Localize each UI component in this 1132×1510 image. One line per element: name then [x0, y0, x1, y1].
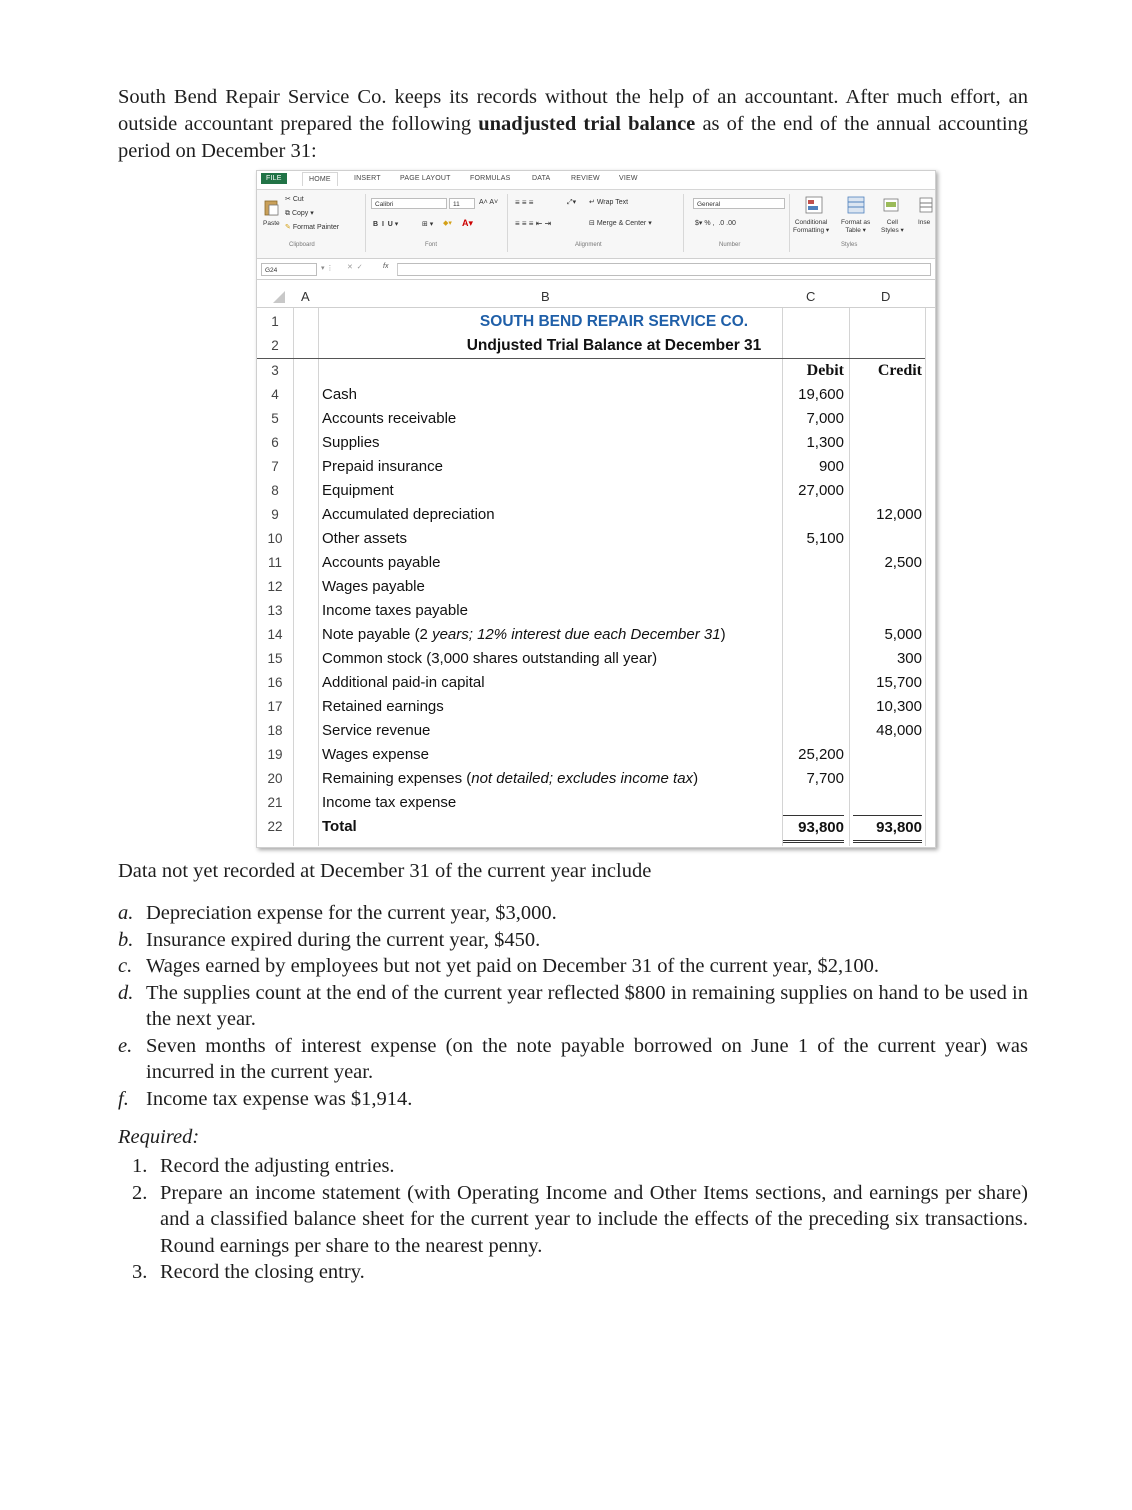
account-name — [322, 407, 456, 431]
merge-center-button[interactable]: ⊟ Merge & Center ▾ — [589, 220, 652, 227]
adjustment-item — [118, 900, 1028, 927]
column-header-b[interactable]: B — [541, 289, 550, 304]
account-row — [257, 719, 935, 743]
account-row — [257, 671, 935, 695]
account-row — [257, 767, 935, 791]
ribbon-tab-bar — [257, 171, 935, 190]
sheet-row — [257, 310, 935, 334]
ribbon-separator — [365, 194, 366, 252]
item-label: b. — [118, 928, 134, 951]
paste-icon[interactable] — [263, 198, 279, 216]
account-name — [322, 767, 698, 791]
data-intro: Data not yet recorded at December 31 of the current year include — [118, 860, 652, 882]
adjustment-items — [118, 900, 1028, 1112]
copy-icon: ⧉ — [285, 210, 290, 217]
sheet-title: SOUTH BEND REPAIR SERVICE CO. — [479, 313, 749, 330]
account-name — [322, 671, 485, 695]
brush-icon: ✎ — [285, 224, 291, 231]
formula-input[interactable] — [397, 263, 931, 276]
credit-cell — [853, 527, 922, 551]
item-text: Depreciation expense for the current year, $3,000. — [146, 902, 557, 924]
cell-styles-icon[interactable] — [883, 196, 899, 214]
account-name-text: Wages expense — [322, 746, 430, 763]
account-name-text: Accounts receivable — [322, 410, 457, 427]
intro-paragraph — [118, 84, 1028, 165]
group-clipboard-label: Clipboard — [289, 242, 315, 248]
fx-icon[interactable]: fx — [383, 263, 389, 270]
adjustment-item — [118, 980, 1028, 1033]
row-number[interactable]: 11 — [267, 555, 282, 570]
row-number[interactable]: 16 — [267, 675, 283, 690]
account-name-italic: years; 12% interest due each December 31 — [432, 626, 721, 643]
formula-bar — [257, 259, 935, 280]
ribbon — [257, 190, 935, 259]
required-text: Record the adjusting entries. — [160, 1155, 395, 1177]
account-name — [322, 575, 425, 599]
cell-styles-label-1: Cell — [886, 219, 898, 226]
account-name — [322, 455, 443, 479]
font-color-icon[interactable]: A▾ — [462, 218, 474, 228]
account-name-text: Income tax expense — [322, 794, 457, 811]
account-name — [322, 719, 430, 743]
format-painter-button[interactable] — [285, 223, 339, 231]
account-name-text: Cash — [322, 386, 358, 403]
copy-button[interactable]: ⧉ Copy ▾ — [285, 210, 314, 217]
conditional-formatting-label-2: Formatting — [793, 227, 825, 234]
account-name-text: Service revenue — [322, 722, 431, 739]
row-number[interactable]: 6 — [271, 435, 279, 450]
required-text: Prepare an income statement (with Operating Income and Other Items sections, and earnings per share) and a classified balance sheet for the current year to include the effects of the preceding six transactions. Round earnings per share to the nearest penny. — [160, 1181, 1028, 1257]
required-item — [132, 1259, 1028, 1286]
required-list — [132, 1153, 1028, 1286]
credit-cell: 12,000 — [876, 506, 922, 523]
row-number[interactable]: 13 — [267, 603, 283, 618]
total-debit: 93,800 — [783, 815, 844, 843]
credit-cell — [853, 743, 922, 767]
fill-color-icon[interactable]: ◆▾ — [443, 220, 452, 227]
debit-cell: 7,700 — [806, 770, 844, 787]
credit-cell — [853, 479, 922, 503]
account-name — [322, 383, 357, 407]
row-number[interactable]: 10 — [267, 531, 283, 546]
account-name-text: Wages payable — [322, 578, 425, 595]
sheet-row — [257, 334, 925, 359]
item-text: Income tax expense was $1,914. — [146, 1087, 413, 1110]
cut-label: Cut — [292, 196, 304, 203]
wrap-text-label: Wrap Text — [596, 199, 629, 206]
account-row — [257, 431, 935, 455]
item-text: Wages earned by employees but not yet paid on December 31 of the current year, $2,100. — [146, 955, 879, 977]
account-name-text: Other assets — [322, 530, 408, 547]
total-row — [257, 815, 935, 839]
merge-icon: ⊟ — [589, 220, 595, 227]
account-name — [322, 551, 440, 575]
required-number: 3. — [132, 1261, 148, 1283]
account-row — [257, 791, 935, 815]
account-name — [322, 623, 726, 647]
wrap-text-button[interactable] — [589, 198, 628, 206]
account-name-text: Supplies — [322, 434, 380, 451]
group-font-label: Font — [425, 242, 438, 248]
debit-cell: 25,200 — [798, 746, 844, 763]
column-header-c[interactable]: C — [806, 289, 816, 304]
row-number[interactable]: 7 — [271, 459, 279, 474]
ribbon-separator — [507, 194, 508, 252]
cell-styles-button[interactable]: Cell Styles ▾ — [881, 219, 904, 234]
insert-cells-icon[interactable] — [919, 196, 933, 214]
debit-cell: 27,000 — [798, 482, 844, 499]
credit-cell: 10,300 — [876, 698, 922, 715]
tab-page-layout[interactable]: PAGE LAYOUT — [400, 175, 451, 182]
format-as-table-button[interactable]: Format as Table ▾ — [841, 219, 871, 234]
account-name — [322, 743, 429, 767]
debit-cell — [783, 671, 844, 695]
debit-header: Debit — [806, 362, 844, 379]
conditional-formatting-button[interactable]: Conditional Formatting ▾ — [793, 219, 830, 234]
account-name — [322, 431, 380, 455]
required-item — [132, 1180, 1028, 1260]
conditional-formatting-icon[interactable] — [805, 196, 823, 214]
account-row — [257, 695, 935, 719]
debit-cell: 1,300 — [806, 434, 844, 451]
required-text: Record the closing entry. — [160, 1261, 365, 1283]
debit-cell — [783, 623, 844, 647]
account-name-text: Additional paid-in capital — [322, 674, 485, 691]
credit-cell — [853, 431, 922, 455]
debit-cell — [783, 791, 844, 815]
credit-cell: 2,500 — [884, 554, 922, 571]
cancel-enter-icons[interactable]: ✕ ✓ — [347, 264, 363, 271]
account-name-italic: not detailed; excludes income tax — [471, 770, 694, 787]
credit-cell: 300 — [896, 650, 922, 667]
insert-button[interactable]: Inse — [918, 219, 931, 226]
borders-icon[interactable]: ⊞ ▾ — [422, 221, 434, 228]
account-row — [257, 599, 935, 623]
account-name-text: Prepaid insurance — [322, 458, 443, 475]
format-as-table-icon[interactable] — [847, 196, 865, 214]
required-number: 1. — [132, 1155, 148, 1177]
debit-cell — [783, 647, 844, 671]
account-name-end: ) — [720, 626, 726, 643]
font-name-select[interactable]: Calibri — [371, 198, 447, 209]
row-number[interactable]: 4 — [271, 387, 279, 402]
credit-header: Credit — [877, 362, 922, 379]
item-label: f. — [118, 1087, 129, 1110]
debit-cell — [783, 551, 844, 575]
sheet-subtitle: Undjusted Trial Balance at December 31 — [466, 337, 762, 354]
account-name-text: Remaining expenses ( — [322, 770, 472, 787]
tab-home[interactable]: HOME — [302, 172, 338, 186]
row-number[interactable]: 1 — [271, 314, 279, 329]
account-name — [322, 647, 657, 671]
group-number-label: Number — [719, 242, 741, 248]
tab-view[interactable]: VIEW — [619, 175, 638, 182]
account-name — [322, 791, 456, 815]
excel-window — [256, 170, 936, 848]
account-row — [257, 551, 935, 575]
credit-cell — [853, 575, 922, 599]
credit-cell — [853, 455, 922, 479]
name-box-dropdown-icon[interactable]: ▾ ⋮ — [321, 265, 334, 272]
credit-cell — [853, 791, 922, 815]
tab-review[interactable]: REVIEW — [571, 175, 600, 182]
vertical-align-icons[interactable]: ≡ ≡ ≡ — [515, 198, 534, 207]
credit-cell: 48,000 — [876, 722, 922, 739]
account-row — [257, 479, 935, 503]
credit-cell: 15,700 — [876, 674, 922, 691]
debit-cell — [783, 719, 844, 743]
required-number: 2. — [132, 1181, 148, 1204]
orientation-icon[interactable]: ⤢▾ — [567, 199, 577, 206]
intro-bold-term: unadjusted trial balance — [478, 113, 696, 135]
account-row — [257, 455, 935, 479]
row-number[interactable]: 8 — [271, 483, 279, 498]
row-number[interactable]: 18 — [267, 723, 283, 738]
account-name-text: Retained earnings — [322, 698, 444, 715]
account-row — [257, 623, 935, 647]
debit-cell — [783, 575, 844, 599]
format-as-table-label-1: Format as — [841, 219, 871, 226]
credit-cell — [853, 383, 922, 407]
account-name-end: ) — [693, 770, 699, 787]
row-number[interactable]: 2 — [271, 338, 279, 353]
row-number[interactable]: 14 — [267, 627, 283, 642]
account-row — [257, 407, 935, 431]
format-painter-label: Format Painter — [292, 224, 340, 231]
sheet-row — [257, 359, 935, 383]
row-number[interactable]: 20 — [267, 771, 283, 786]
debit-cell: 7,000 — [806, 410, 844, 427]
row-number[interactable]: 3 — [271, 363, 279, 378]
account-name — [322, 599, 468, 623]
copy-label: Copy — [291, 210, 309, 217]
paste-button[interactable]: Paste — [263, 220, 280, 227]
credit-cell — [853, 599, 922, 623]
number-format-icons[interactable]: $▾ % , .0 .00 — [695, 220, 736, 227]
row-number[interactable]: 19 — [267, 747, 283, 762]
tab-file[interactable]: FILE — [261, 173, 287, 184]
required-label: Required: — [118, 1126, 200, 1148]
total-credit: 93,800 — [853, 815, 922, 843]
wrap-text-icon: ↵ — [589, 199, 595, 206]
account-name-text: Note payable (2 — [322, 626, 433, 643]
total-label: Total — [322, 818, 357, 835]
debit-cell — [783, 695, 844, 719]
account-name-text: Income taxes payable — [322, 602, 468, 619]
row-number[interactable]: 22 — [267, 819, 283, 834]
ribbon-separator — [683, 194, 684, 252]
item-text: Seven months of interest expense (on the note payable borrowed on June 1 of the current year) was incurred in the current year. — [146, 1034, 1028, 1083]
item-label: e. — [118, 1034, 133, 1057]
format-as-table-label-2: Table — [845, 227, 861, 234]
account-row — [257, 527, 935, 551]
debit-cell — [783, 599, 844, 623]
tab-data[interactable]: DATA — [532, 175, 551, 182]
row-number[interactable]: 17 — [267, 699, 283, 714]
column-header-d[interactable]: D — [881, 289, 891, 304]
row-number[interactable]: 12 — [267, 579, 283, 594]
debit-cell — [783, 503, 844, 527]
row-number[interactable]: 21 — [267, 795, 283, 810]
merge-center-label: Merge & Center — [596, 220, 647, 227]
conditional-formatting-label-1: Conditional — [794, 219, 828, 226]
account-row — [257, 383, 935, 407]
account-name — [322, 479, 394, 503]
account-row — [257, 503, 935, 527]
row-number[interactable]: 5 — [271, 411, 279, 426]
account-name-text: Common stock (3,000 shares outstanding all year) — [322, 650, 658, 667]
row-number[interactable]: 15 — [267, 651, 283, 666]
credit-cell — [853, 767, 922, 791]
account-name — [322, 695, 444, 719]
account-name — [322, 527, 407, 551]
debit-cell: 19,600 — [798, 386, 844, 403]
account-name — [322, 503, 495, 527]
name-box[interactable]: G24 — [261, 263, 317, 276]
cell-styles-label-2: Styles — [881, 227, 899, 234]
intro-text-1: South Bend Repair Service Co. keeps its records without the help of an accountant. After much effort, an outside accountant prepared the following — [118, 86, 1028, 135]
item-text: Insurance expired during the current year, $450. — [146, 928, 541, 951]
account-name-text: Equipment — [322, 482, 394, 499]
adjustment-item — [118, 1086, 1028, 1113]
number-format-select[interactable]: General — [693, 198, 785, 209]
tab-insert[interactable]: INSERT — [354, 175, 381, 182]
select-all-corner[interactable] — [271, 291, 285, 303]
column-header-a[interactable]: A — [301, 289, 310, 304]
debit-cell: 5,100 — [806, 530, 844, 547]
bold-italic-underline-icon[interactable]: B I U ▾ — [373, 221, 399, 228]
adjustment-item — [118, 1033, 1028, 1086]
cut-button[interactable] — [285, 195, 304, 203]
horizontal-align-icons[interactable]: ≡ ≡ ≡ ⇤ ⇥ — [515, 219, 552, 228]
account-row — [257, 575, 935, 599]
column-header-row — [257, 285, 935, 308]
cut-icon: ✂ — [285, 196, 291, 203]
account-name-text: Accounts payable — [322, 554, 441, 571]
account-row — [257, 743, 935, 767]
intro-text-2: as of the end of the annual accounting period on December 31: — [118, 113, 1029, 162]
credit-cell — [853, 407, 922, 431]
group-styles-label: Styles — [841, 242, 858, 248]
required-item — [132, 1153, 1028, 1180]
credit-cell: 5,000 — [884, 626, 922, 643]
debit-cell: 900 — [818, 458, 844, 475]
group-alignment-label: Alignment — [575, 242, 602, 248]
item-label: c. — [118, 955, 133, 977]
account-row — [257, 647, 935, 671]
ribbon-separator — [789, 194, 790, 252]
adjustment-item — [118, 927, 1028, 954]
font-size-select[interactable]: 11 — [449, 198, 475, 209]
item-label: a. — [118, 902, 134, 924]
tab-formulas[interactable]: FORMULAS — [470, 175, 511, 182]
item-label: d. — [118, 981, 134, 1004]
row-number[interactable]: 9 — [271, 507, 279, 522]
adjustment-item — [118, 953, 1028, 980]
grow-shrink-font-icon[interactable]: A˄ A˅ — [479, 199, 499, 206]
item-text: The supplies count at the end of the current year reflected $800 in remaining supplies on hand to be used in the next year. — [146, 981, 1028, 1030]
account-name-text: Accumulated depreciation — [322, 506, 495, 523]
